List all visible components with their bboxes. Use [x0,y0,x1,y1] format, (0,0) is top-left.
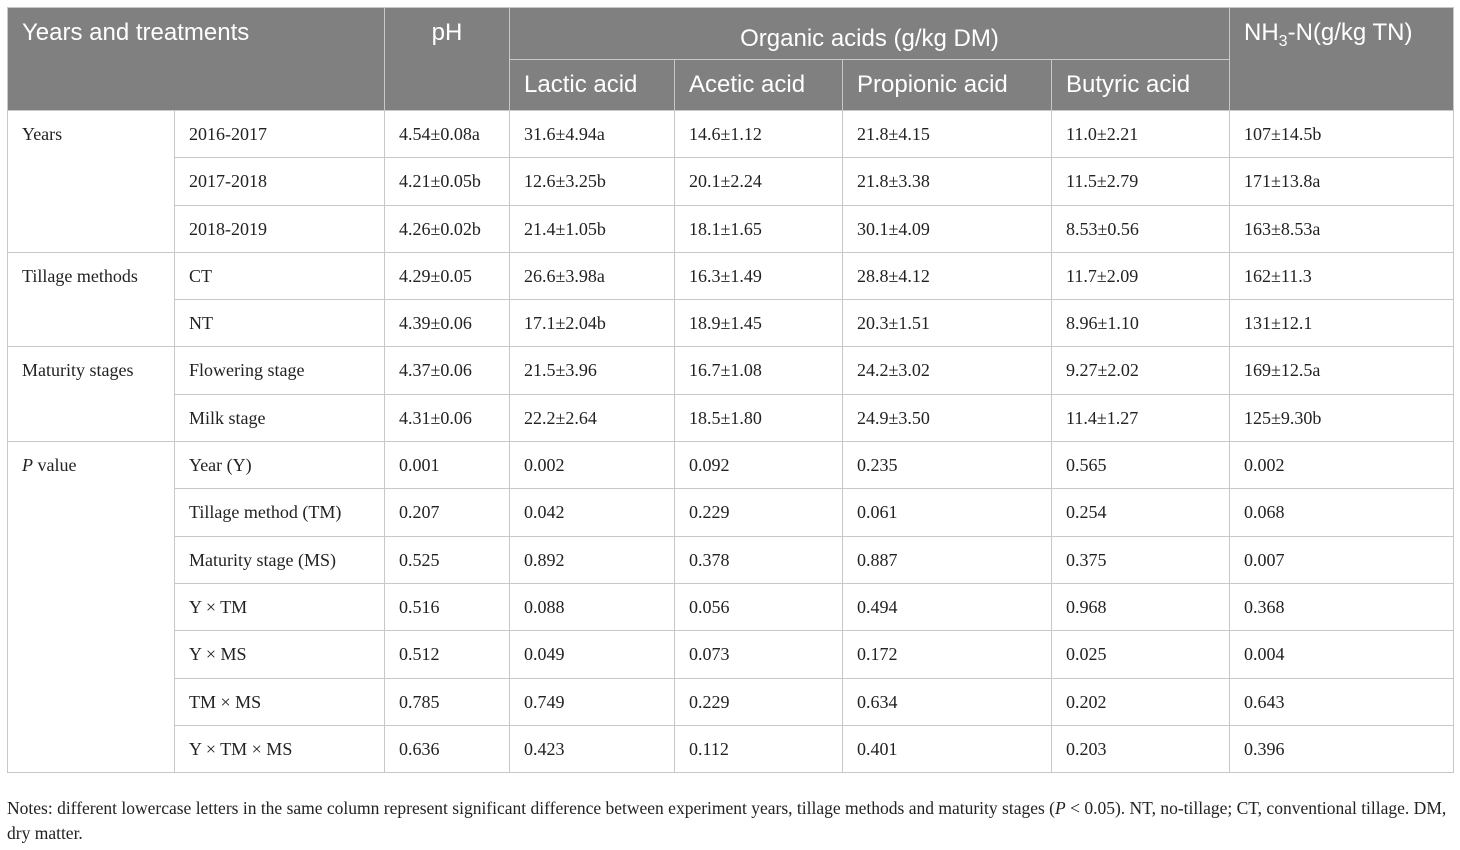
cell-propionic: 0.061 [843,489,1052,536]
header-nh3-n [1230,8,1454,111]
header-butyric-acid: Butyric acid [1052,60,1230,111]
cell-butyric: 8.96±1.10 [1052,300,1230,347]
table-row [8,300,1454,347]
header-acetic-acid: Acetic acid [675,60,843,111]
cell-butyric: 11.5±2.79 [1052,158,1230,205]
cell-butyric: 9.27±2.02 [1052,347,1230,394]
row-label: Y × MS [175,631,385,678]
p-value-text: value [33,455,77,476]
cell-nh3: 169±12.5a [1230,347,1454,394]
cell-propionic: 21.8±3.38 [843,158,1052,205]
row-label: Y × TM [175,583,385,630]
table-body [8,111,1454,773]
cell-propionic: 0.887 [843,536,1052,583]
cell-butyric: 0.025 [1052,631,1230,678]
cell-acetic: 18.9±1.45 [675,300,843,347]
cell-ph: 0.525 [385,536,510,583]
cell-butyric: 11.4±1.27 [1052,394,1230,441]
cell-acetic: 0.378 [675,536,843,583]
cell-acetic: 0.229 [675,489,843,536]
cell-butyric: 0.254 [1052,489,1230,536]
cell-acetic: 18.5±1.80 [675,394,843,441]
row-label: TM × MS [175,678,385,725]
notes-text-part1: Notes: different lowercase letters in the same column represent significant difference between experiment years, tillage methods and maturity stages ( [7,798,1056,818]
p-italic: P [22,455,33,476]
cell-nh3: 0.368 [1230,583,1454,630]
cell-propionic: 21.8±4.15 [843,111,1052,158]
cell-nh3: 125±9.30b [1230,394,1454,441]
row-label: NT [175,300,385,347]
cell-lactic: 22.2±2.64 [510,394,675,441]
cell-acetic: 0.092 [675,442,843,489]
header-ph: pH [385,8,510,111]
cell-ph: 0.636 [385,725,510,772]
table-row [8,111,1454,158]
row-label: 2016-2017 [175,111,385,158]
cell-nh3: 162±11.3 [1230,252,1454,299]
cell-butyric: 0.565 [1052,442,1230,489]
cell-ph: 4.29±0.05 [385,252,510,299]
cell-propionic: 0.172 [843,631,1052,678]
cell-lactic: 0.892 [510,536,675,583]
notes-p-italic: P [1055,798,1066,818]
cell-ph: 0.001 [385,442,510,489]
cell-lactic: 0.749 [510,678,675,725]
cell-propionic: 0.401 [843,725,1052,772]
cell-butyric: 11.7±2.09 [1052,252,1230,299]
cell-acetic: 14.6±1.12 [675,111,843,158]
row-label: CT [175,252,385,299]
cell-ph: 0.785 [385,678,510,725]
cell-propionic: 0.494 [843,583,1052,630]
notes-text-part2: < 0.05). NT, no-tillage; CT, conventional tillage. DM, dry matter. [7,798,1447,843]
cell-ph: 0.512 [385,631,510,678]
cell-lactic: 0.002 [510,442,675,489]
header-organic-acids: Organic acids (g/kg DM) [510,8,1230,60]
cell-nh3: 0.643 [1230,678,1454,725]
table-row [8,725,1454,772]
cell-butyric: 0.375 [1052,536,1230,583]
cell-ph: 0.516 [385,583,510,630]
row-label: Tillage method (TM) [175,489,385,536]
cell-ph: 4.39±0.06 [385,300,510,347]
cell-acetic: 18.1±1.65 [675,205,843,252]
cell-nh3: 0.002 [1230,442,1454,489]
cell-lactic: 26.6±3.98a [510,252,675,299]
cell-propionic: 20.3±1.51 [843,300,1052,347]
header-propionic-acid: Propionic acid [843,60,1052,111]
cell-lactic: 0.049 [510,631,675,678]
cell-propionic: 0.235 [843,442,1052,489]
cell-lactic: 0.088 [510,583,675,630]
cell-acetic: 16.7±1.08 [675,347,843,394]
cell-butyric: 0.203 [1052,725,1230,772]
cell-nh3: 0.004 [1230,631,1454,678]
cell-propionic: 24.2±3.02 [843,347,1052,394]
cell-nh3: 0.007 [1230,536,1454,583]
cell-nh3: 131±12.1 [1230,300,1454,347]
header-lactic-acid: Lactic acid [510,60,675,111]
cell-lactic: 12.6±3.25b [510,158,675,205]
table-notes [7,796,1453,846]
group-label-p-value [8,442,175,773]
cell-acetic: 0.056 [675,583,843,630]
cell-butyric: 0.202 [1052,678,1230,725]
header-nh3-subscript: 3 [1278,32,1288,50]
cell-propionic: 28.8±4.12 [843,252,1052,299]
table-row [8,536,1454,583]
table-row [8,252,1454,299]
cell-acetic: 0.073 [675,631,843,678]
cell-lactic: 21.5±3.96 [510,347,675,394]
row-label: 2017-2018 [175,158,385,205]
cell-ph: 4.54±0.08a [385,111,510,158]
cell-lactic: 17.1±2.04b [510,300,675,347]
header-nh3-suffix: -N(g/kg TN) [1287,19,1413,46]
cell-butyric: 0.968 [1052,583,1230,630]
table-row [8,442,1454,489]
row-label: Maturity stage (MS) [175,536,385,583]
cell-ph: 4.31±0.06 [385,394,510,441]
table-row [8,205,1454,252]
header-nh3-prefix: NH [1244,19,1279,46]
cell-acetic: 20.1±2.24 [675,158,843,205]
cell-ph: 4.37±0.06 [385,347,510,394]
table-row [8,347,1454,394]
cell-acetic: 0.229 [675,678,843,725]
cell-lactic: 0.423 [510,725,675,772]
cell-propionic: 24.9±3.50 [843,394,1052,441]
table-row [8,394,1454,441]
table-row [8,631,1454,678]
row-label: Year (Y) [175,442,385,489]
row-label: Milk stage [175,394,385,441]
cell-propionic: 30.1±4.09 [843,205,1052,252]
group-label-tillage-methods: Tillage methods [8,252,175,347]
cell-nh3: 0.068 [1230,489,1454,536]
cell-nh3: 163±8.53a [1230,205,1454,252]
row-label: Y × TM × MS [175,725,385,772]
table-row [8,678,1454,725]
results-table [7,7,1454,773]
cell-propionic: 0.634 [843,678,1052,725]
cell-butyric: 11.0±2.21 [1052,111,1230,158]
cell-ph: 4.21±0.05b [385,158,510,205]
cell-ph: 0.207 [385,489,510,536]
group-label-years: Years [8,111,175,253]
table-row [8,158,1454,205]
cell-lactic: 31.6±4.94a [510,111,675,158]
cell-nh3: 107±14.5b [1230,111,1454,158]
row-label: 2018-2019 [175,205,385,252]
cell-lactic: 0.042 [510,489,675,536]
cell-acetic: 16.3±1.49 [675,252,843,299]
row-label: Flowering stage [175,347,385,394]
table-row [8,489,1454,536]
cell-acetic: 0.112 [675,725,843,772]
cell-butyric: 8.53±0.56 [1052,205,1230,252]
table-row [8,583,1454,630]
cell-ph: 4.26±0.02b [385,205,510,252]
cell-nh3: 171±13.8a [1230,158,1454,205]
cell-nh3: 0.396 [1230,725,1454,772]
cell-lactic: 21.4±1.05b [510,205,675,252]
header-years-and-treatments: Years and treatments [8,8,385,111]
group-label-maturity-stages: Maturity stages [8,347,175,442]
